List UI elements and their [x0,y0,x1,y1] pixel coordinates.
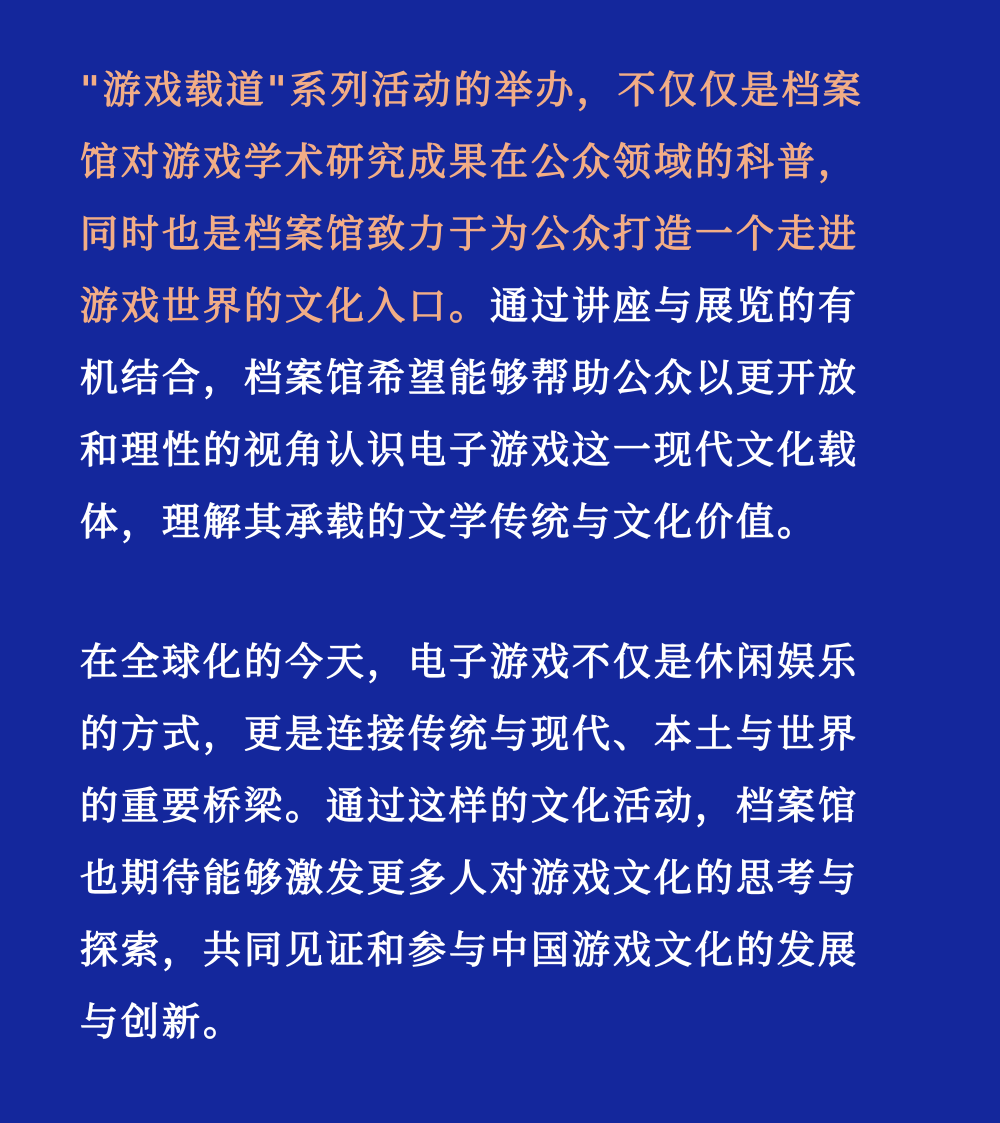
paragraph-2-line-3 [80,770,925,842]
highlight-text: 馆对游戏学术研究成果在公众领域的科普， [80,140,860,184]
body-text: 探索，共同见证和参与中国游戏文化的发展 [80,928,860,972]
body-text: 体，理解其承载的文学传统与文化价值。 [80,500,819,544]
body-text: 的重要桥梁。通过这样的文化活动，档案馆 [80,784,860,828]
paragraph-2-line-6 [80,986,925,1058]
body-text: 与创新。 [80,1000,245,1044]
paragraph-1 [80,54,925,558]
highlight-text: "游戏载道"系列活动的举办，不仅仅是档案 [80,68,864,112]
paragraph-2-line-4 [80,842,925,914]
highlight-text: 游戏世界的文化入口。 [80,284,491,328]
paragraph-1-line-7 [80,486,925,558]
paragraph-1-line-4 [80,270,925,342]
paragraph-1-line-6 [80,414,925,486]
paragraph-1-line-5 [80,342,925,414]
paragraph-1-line-2 [80,126,925,198]
body-text: 通过讲座与展览的有 [490,284,860,328]
body-text: 也期待能够激发更多人对游戏文化的思考与 [80,856,860,900]
paragraph-1-line-1 [80,54,925,126]
body-text: 和理性的视角认识电子游戏这一现代文化载 [80,428,860,472]
paragraph-1-line-3 [80,198,925,270]
body-text: 在全球化的今天，电子游戏不仅是休闲娱乐 [80,640,860,684]
paragraph-2 [80,626,925,1058]
paragraph-2-line-1 [80,626,925,698]
paragraph-2-line-5 [80,914,925,986]
paragraph-2-line-2 [80,698,925,770]
body-text: 的方式，更是连接传统与现代、本土与世界 [80,712,860,756]
highlight-text: 同时也是档案馆致力于为公众打造一个走进 [80,212,860,256]
body-text: 机结合，档案馆希望能够帮助公众以更开放 [80,356,860,400]
